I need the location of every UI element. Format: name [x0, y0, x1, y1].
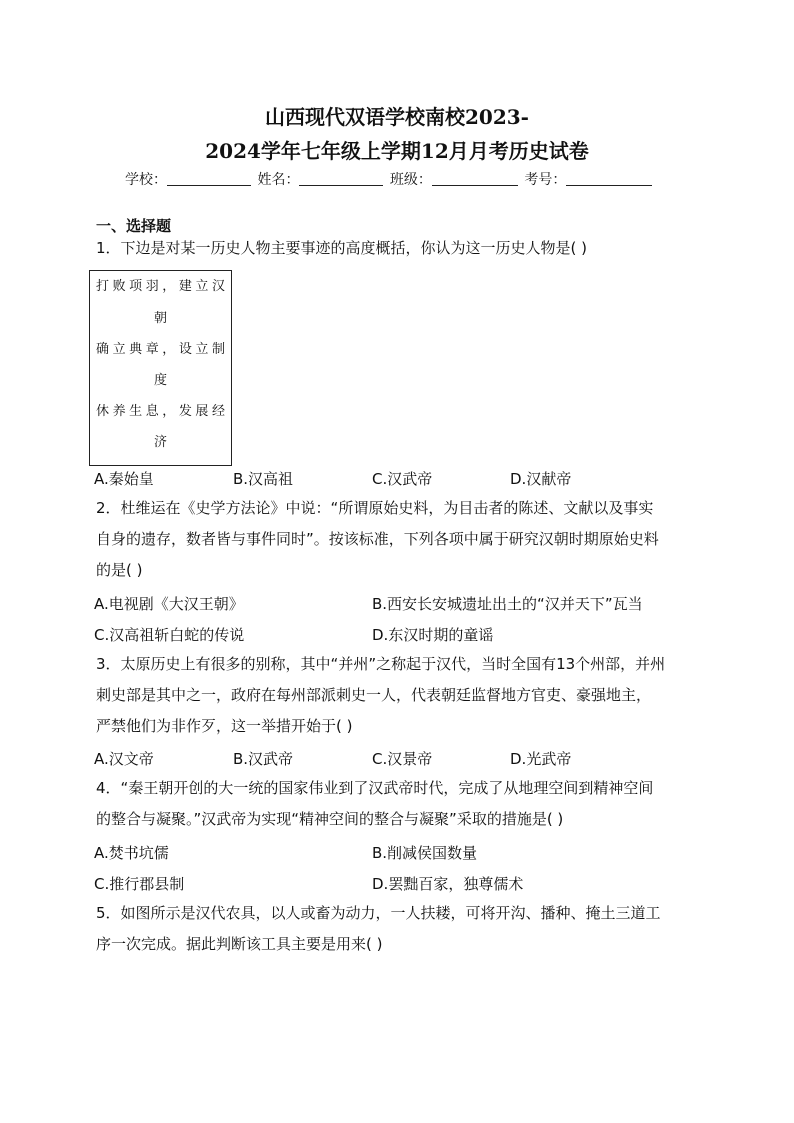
exam-number-blank[interactable] — [566, 171, 652, 186]
class-label: 班级： — [389, 172, 432, 188]
question-4-line: 的整合与凝聚。”汉武帝为实现“精神空间的整合与凝聚”采取的措施是( ) — [96, 810, 564, 828]
question-3-line: 3．太原历史上有很多的别称，其中“并州”之称起于汉代，当时全国有13个州部，并州 — [96, 655, 666, 673]
q4-option-c[interactable]: C.推行郡县制 — [94, 875, 185, 893]
q4-option-a[interactable]: A.焚书坑儒 — [94, 844, 169, 862]
q4-option-d[interactable]: D.罢黜百家，独尊儒术 — [372, 875, 524, 893]
question-5-line: 序一次完成。据此判断该工具主要是用来( ) — [96, 935, 383, 953]
q1-summary-box — [89, 270, 232, 466]
class-blank[interactable] — [432, 171, 518, 186]
student-info-row — [125, 170, 654, 190]
question-3 — [96, 649, 698, 742]
question-3-line: 严禁他们为非作歹，这一举措开始于( ) — [96, 717, 353, 735]
question-1 — [96, 233, 698, 264]
question-4 — [96, 773, 698, 835]
q1-option-b[interactable]: B.汉高祖 — [233, 470, 294, 488]
question-2-line: 2．杜维运在《史学方法论》中说：“所谓原始史料，为目击者的陈述、文献以及事实 — [96, 499, 654, 517]
exam-title-line-1: 山西现代双语学校南校2023- — [265, 105, 529, 129]
q2-option-b[interactable]: B.西安长安城遗址出土的“汉并天下”瓦当 — [372, 595, 643, 613]
q3-option-a[interactable]: A.汉文帝 — [94, 750, 154, 768]
q3-option-d[interactable]: D.光武帝 — [510, 750, 572, 768]
question-2-line: 的是( ) — [96, 561, 143, 579]
q1-box-line: 打败项羽，建立汉 — [96, 279, 225, 294]
school-blank[interactable] — [167, 171, 251, 186]
question-5 — [96, 898, 698, 960]
question-2-line: 自身的遗存，数者皆与事件同时”。按该标准，下列各项中属于研究汉朝时期原始史料 — [96, 530, 659, 548]
q4-option-b[interactable]: B.削减侯国数量 — [372, 844, 478, 862]
exam-number-label: 考号： — [524, 172, 567, 188]
exam-title-line-2: 2024学年七年级上学期12月月考历史试卷 — [205, 139, 589, 163]
q2-option-c[interactable]: C.汉高祖斩白蛇的传说 — [94, 626, 245, 644]
q1-box-line: 休养生息，发展经 — [96, 404, 225, 419]
q1-box-line: 朝 — [153, 311, 167, 326]
question-5-line: 5．如图所示是汉代农具，以人或畜为动力，一人扶耧，可将开沟、播种、掩土三道工 — [96, 904, 661, 922]
name-blank[interactable] — [299, 171, 383, 186]
q1-box-line: 确立典章，设立制 — [96, 342, 225, 357]
name-label: 姓名： — [257, 172, 300, 188]
q3-option-b[interactable]: B.汉武帝 — [233, 750, 294, 768]
q1-option-a[interactable]: A.秦始皇 — [94, 470, 154, 488]
q1-box-line: 济 — [153, 435, 167, 450]
q1-option-d[interactable]: D.汉献帝 — [510, 470, 572, 488]
question-2 — [96, 493, 698, 586]
q2-option-a[interactable]: A.电视剧《大汉王朝》 — [94, 595, 244, 613]
question-4-line: 4．“秦王朝开创的大一统的国家伟业到了汉武帝时代，完成了从地理空间到精神空间 — [96, 779, 654, 797]
q1-option-c[interactable]: C.汉武帝 — [372, 470, 433, 488]
q2-option-d[interactable]: D.东汉时期的童谣 — [372, 626, 494, 644]
q1-box-line: 度 — [153, 373, 167, 388]
question-1-line: 1．下边是对某一历史人物主要事迹的高度概括，你认为这一历史人物是( ) — [96, 239, 588, 257]
q3-option-c[interactable]: C.汉景帝 — [372, 750, 433, 768]
school-label: 学校： — [125, 172, 167, 188]
question-3-line: 刺史部是其中之一，政府在每州部派刺史一人，代表朝廷监督地方官吏、豪强地主， — [96, 686, 652, 704]
section-title: 一、选择题 — [96, 217, 172, 235]
